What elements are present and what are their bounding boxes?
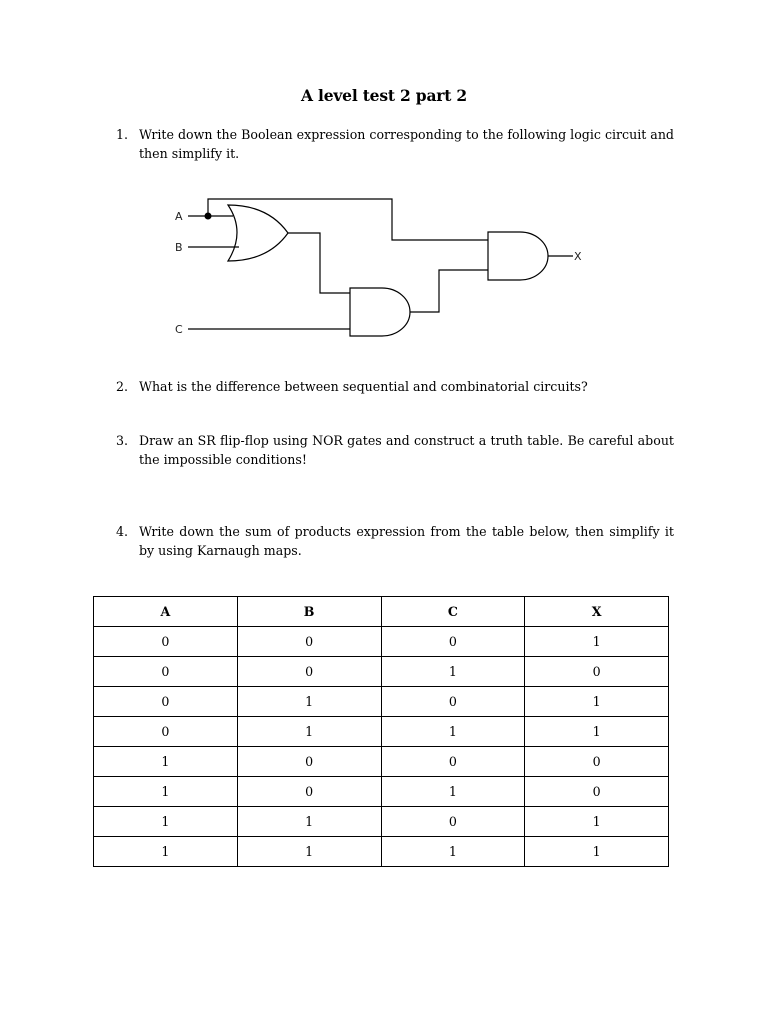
truth-table	[93, 596, 669, 867]
table-cell: 1	[381, 777, 525, 807]
header-c: C	[381, 597, 525, 627]
question-2	[116, 378, 674, 397]
table-row	[94, 777, 669, 807]
label-a: A	[175, 210, 183, 223]
table-row	[94, 807, 669, 837]
question-text: What is the difference between sequential and combinatorial circuits?	[139, 379, 588, 394]
table-cell: 1	[237, 807, 381, 837]
question-1	[116, 126, 674, 163]
table-cell: 0	[381, 687, 525, 717]
table-cell: 0	[94, 687, 238, 717]
table-cell: 0	[237, 747, 381, 777]
table-cell: 1	[94, 837, 238, 867]
wire-a-branch	[208, 199, 488, 240]
junction-dot	[205, 213, 212, 220]
table-cell: 0	[525, 777, 669, 807]
question-text: Write down the Boolean expression corresponding to the following logic circuit and then simplify it.	[139, 127, 674, 161]
question-text: Write down the sum of products expression from the table below, then simplify it by using Karnaugh maps.	[139, 524, 674, 558]
table-cell: 1	[94, 777, 238, 807]
header-x: X	[525, 597, 669, 627]
table-cell: 1	[237, 837, 381, 867]
table-row	[94, 627, 669, 657]
and-gate-1	[350, 288, 410, 336]
label-x: X	[574, 250, 582, 263]
logic-circuit-diagram	[160, 190, 600, 350]
table-cell: 1	[94, 807, 238, 837]
wire-and1-out	[410, 270, 488, 312]
question-number: 1.	[116, 127, 129, 142]
document-title: A level test 2 part 2	[301, 86, 467, 105]
header-b: B	[237, 597, 381, 627]
table-cell: 1	[525, 627, 669, 657]
table-cell: 0	[237, 657, 381, 687]
table-cell: 1	[525, 687, 669, 717]
table-row	[94, 837, 669, 867]
question-number: 3.	[116, 433, 129, 448]
question-text: Draw an SR flip-flop using NOR gates and construct a truth table. Be careful about the impossible conditions!	[139, 433, 674, 467]
table-header-row	[94, 597, 669, 627]
question-4	[116, 523, 674, 560]
table-cell: 1	[525, 837, 669, 867]
header-a: A	[94, 597, 238, 627]
table-cell: 0	[94, 627, 238, 657]
table-cell: 1	[381, 717, 525, 747]
table-cell: 0	[237, 777, 381, 807]
question-number: 4.	[116, 524, 129, 539]
wire-or-out	[288, 233, 350, 293]
table-cell: 1	[381, 657, 525, 687]
table-row	[94, 747, 669, 777]
table-cell: 0	[525, 747, 669, 777]
table-cell: 1	[381, 837, 525, 867]
table-row	[94, 717, 669, 747]
table-cell: 0	[381, 747, 525, 777]
table-cell: 1	[237, 687, 381, 717]
table-cell: 1	[525, 717, 669, 747]
table-row	[94, 657, 669, 687]
table-cell: 1	[525, 807, 669, 837]
table-cell: 0	[525, 657, 669, 687]
table-row	[94, 687, 669, 717]
question-number: 2.	[116, 379, 129, 394]
label-b: B	[175, 241, 183, 254]
table-cell: 0	[381, 627, 525, 657]
table-cell: 0	[237, 627, 381, 657]
table-cell: 0	[94, 717, 238, 747]
table-cell: 0	[381, 807, 525, 837]
question-3	[116, 432, 674, 469]
table-cell: 1	[94, 747, 238, 777]
or-gate	[228, 205, 288, 261]
label-c: C	[175, 323, 183, 336]
table-cell: 1	[237, 717, 381, 747]
and-gate-2	[488, 232, 548, 280]
table-cell: 0	[94, 657, 238, 687]
